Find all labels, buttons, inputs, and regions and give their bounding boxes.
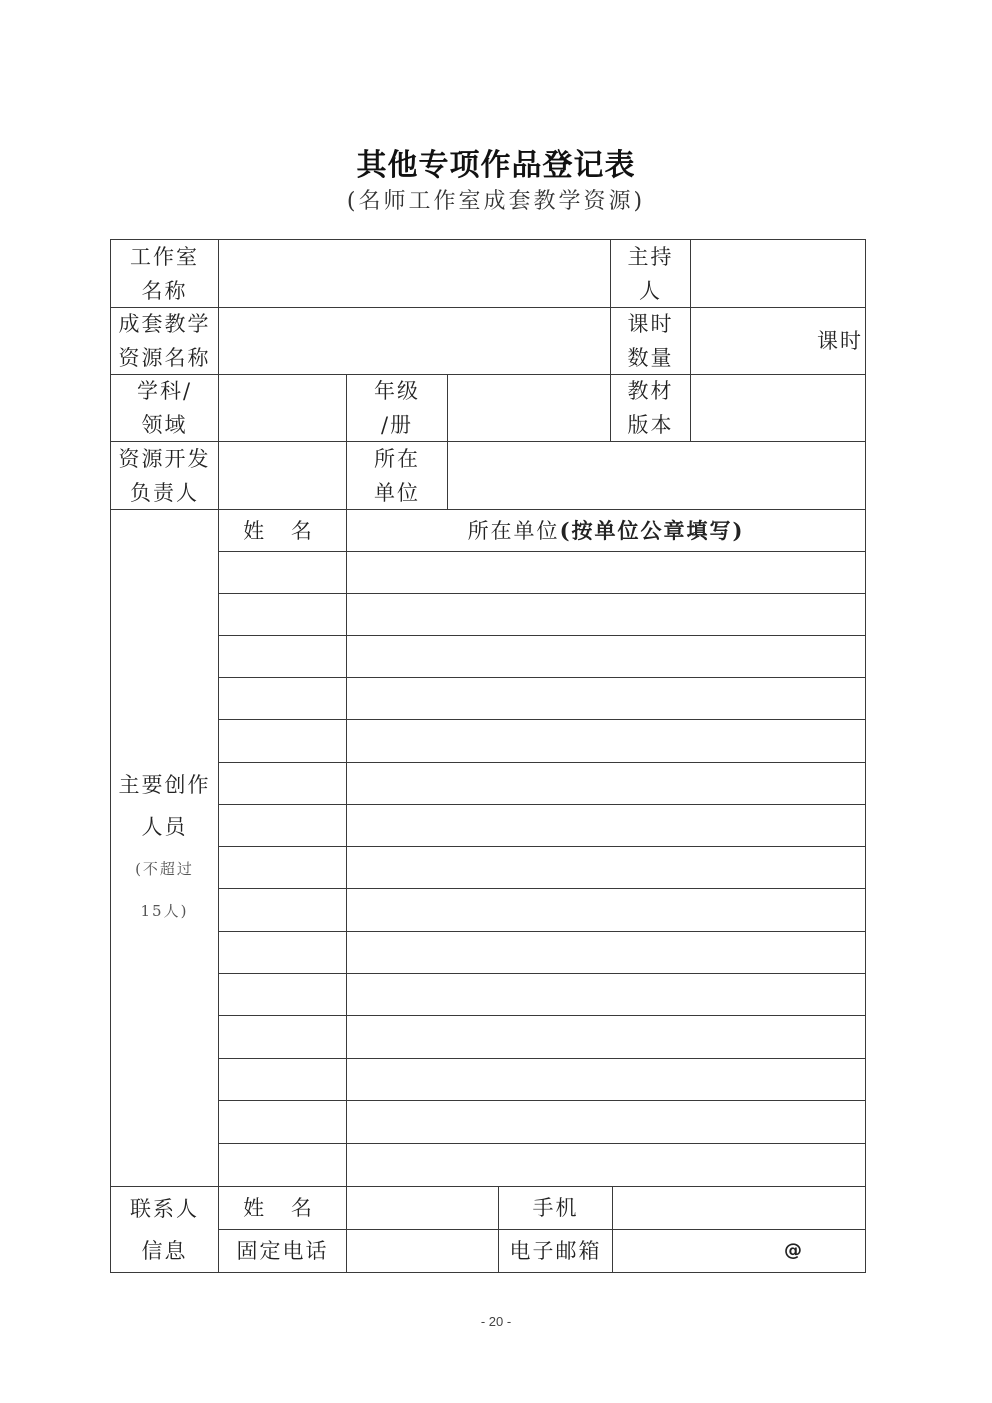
table-border-bottom	[110, 1272, 866, 1273]
row-divider	[218, 1015, 866, 1016]
contact-email-label: 电子邮箱	[509, 1239, 602, 1263]
grade-label: 年级 /册	[374, 379, 420, 437]
row-divider	[218, 973, 866, 974]
grade-field[interactable]	[448, 375, 610, 441]
document-subtitle: (名师工作室成套教学资源)	[346, 189, 646, 214]
unit-label: 所在 单位	[374, 446, 420, 505]
email-at-sign: @	[784, 1240, 804, 1261]
creators-name-header: 姓 名	[243, 518, 322, 543]
row-divider	[218, 1100, 866, 1101]
row-divider	[218, 888, 866, 889]
row-divider	[218, 677, 866, 678]
contact-phone-label: 固定电话	[236, 1239, 329, 1263]
document-title: 其他专项作品登记表	[356, 148, 636, 183]
unit-field[interactable]	[448, 442, 865, 509]
creators-label: 主要创作 人员 (不超过 15人)	[118, 773, 211, 920]
row-divider	[218, 846, 866, 847]
page-number: - 20 -	[480, 1314, 512, 1329]
contact-name-label: 姓 名	[243, 1196, 322, 1220]
row-divider	[218, 719, 866, 720]
contact-mobile-label: 手机	[532, 1196, 579, 1220]
contact-phone-field[interactable]	[347, 1230, 498, 1272]
contact-name-field[interactable]	[347, 1187, 498, 1229]
developer-field[interactable]	[219, 442, 346, 509]
contact-mobile-field[interactable]	[613, 1187, 865, 1229]
row-divider	[218, 931, 866, 932]
row-divider	[218, 762, 866, 763]
contact-label: 联系人 信息	[130, 1196, 199, 1263]
studio-name-field[interactable]	[219, 240, 610, 307]
hours-field[interactable]	[691, 308, 865, 374]
contact-email-field[interactable]	[613, 1230, 865, 1272]
hours-label: 课时 数量	[627, 312, 674, 370]
textbook-label: 教材 版本	[627, 379, 674, 437]
creators-unit-header: 所在单位 (按单位公章填写)	[347, 510, 865, 551]
studio-name-label: 工作室 名称	[130, 244, 199, 303]
host-label: 主持 人	[627, 244, 674, 303]
subject-field[interactable]	[219, 375, 346, 441]
row-divider	[218, 551, 866, 552]
resource-name-field[interactable]	[219, 308, 610, 374]
host-field[interactable]	[691, 240, 865, 307]
row-divider	[218, 804, 866, 805]
resource-name-label: 成套教学 资源名称	[118, 312, 211, 370]
creators-unit-header-note: (按单位公章填写)	[559, 517, 745, 543]
row-divider	[218, 593, 866, 594]
table-border-right	[865, 239, 866, 1273]
row-divider	[218, 635, 866, 636]
subject-label: 学科/ 领域	[136, 379, 193, 437]
hours-unit: 课时	[817, 329, 863, 353]
developer-label: 资源开发 负责人	[118, 446, 211, 505]
row-divider	[218, 1058, 866, 1059]
row-divider	[218, 1143, 866, 1144]
textbook-field[interactable]	[691, 375, 865, 441]
